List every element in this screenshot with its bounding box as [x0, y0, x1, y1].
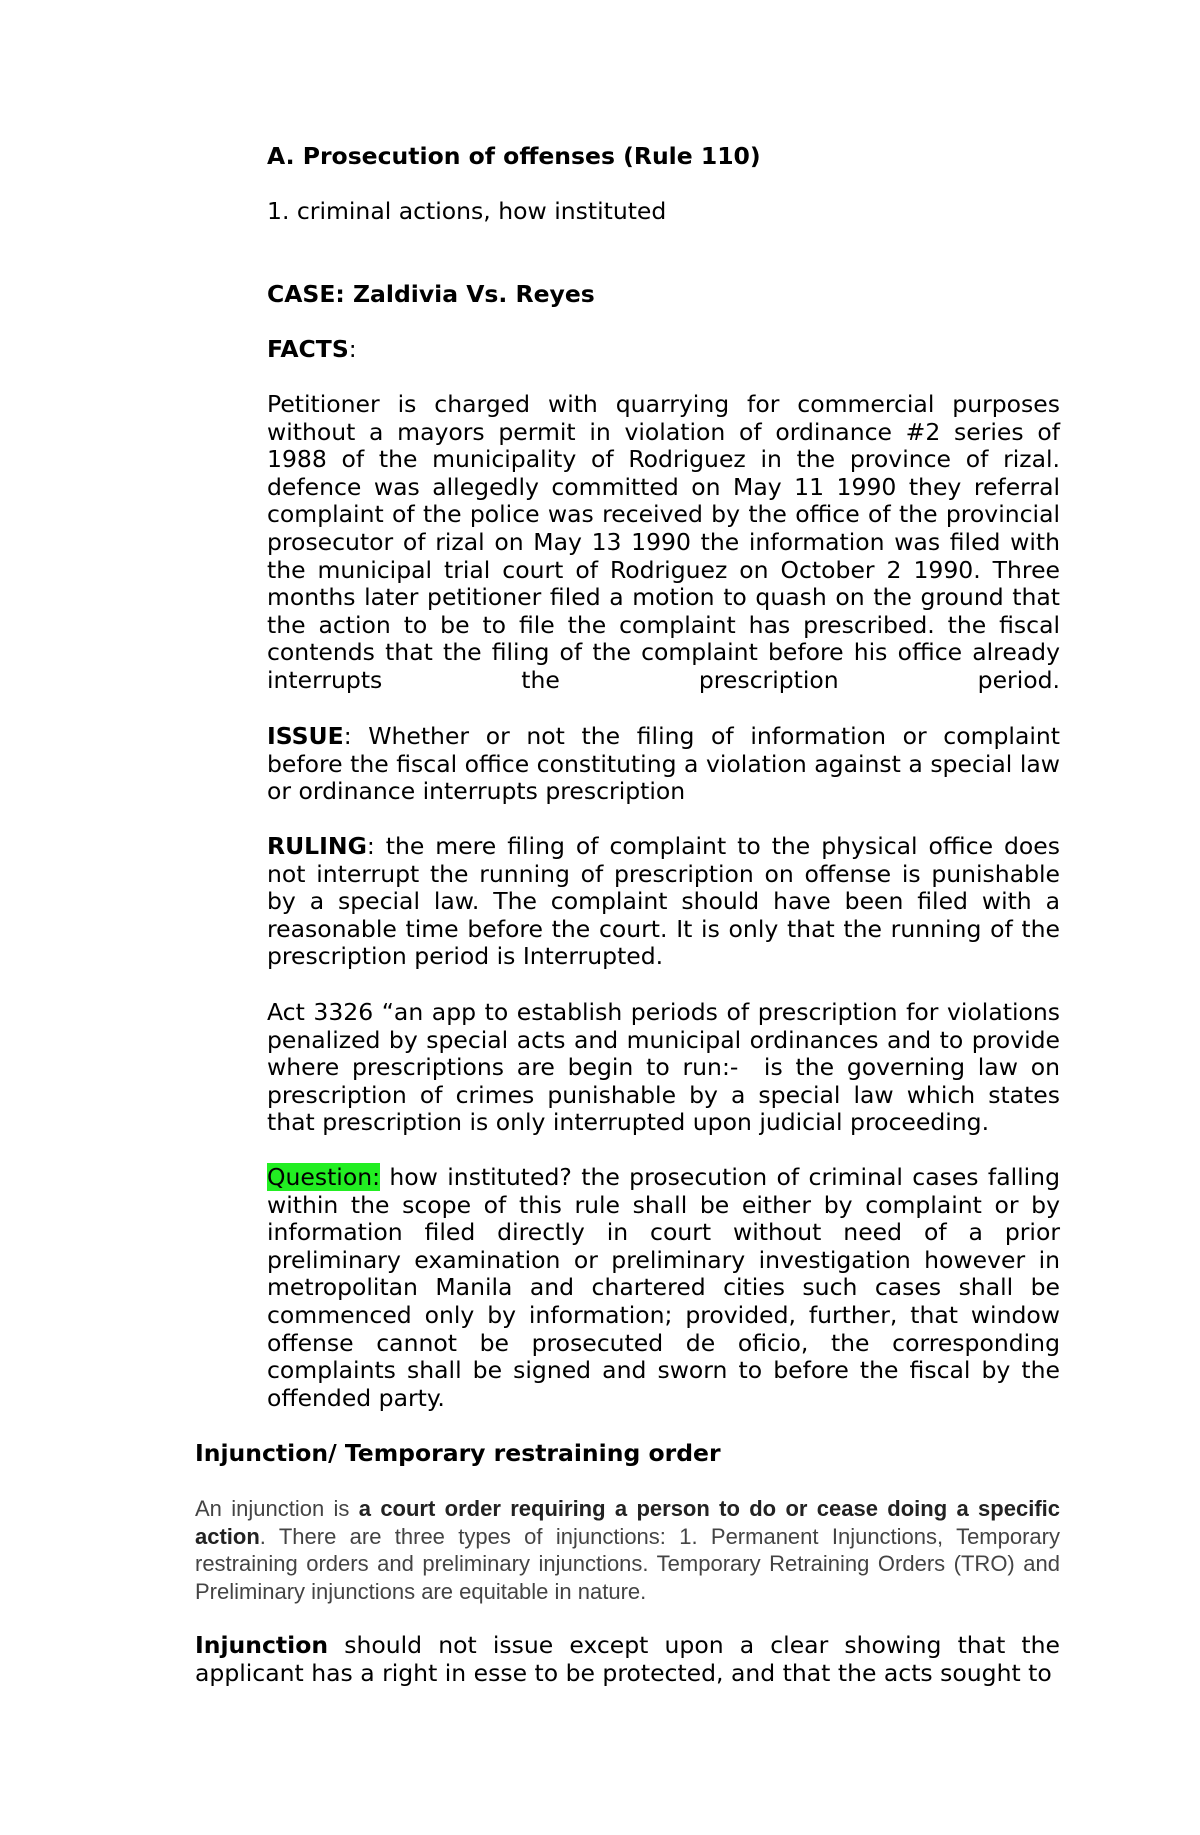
question-paragraph	[267, 1164, 1060, 1412]
issue-label: ISSUE	[267, 722, 344, 750]
section-heading: A. Prosecution of offenses (Rule 110)	[267, 142, 761, 170]
injunction-heading: Injunction/ Temporary restraining order	[195, 1439, 721, 1467]
subsection-heading: 1. criminal actions, how instituted	[267, 197, 667, 225]
facts-heading	[267, 336, 1060, 364]
final-text: should not issue except upon a clear showing that the applicant has a right in esse to be protected, and that the acts sought to	[195, 1631, 1060, 1687]
ruling-label: RULING	[267, 832, 367, 860]
question-text: how instituted? the prosecution of criminal cases falling within the scope of this rule shall be either by complaint or by information filed directly in court without need of a prior preliminary examination or preliminary investigation however in metropolitan Manila and chartered cities such cases shall be commenced only by information; provided, further, that window offense cannot be prosecuted de oficio, the corresponding complaints shall be signed and sworn to before the fiscal by the offended party.	[267, 1163, 1060, 1412]
injunction-intro-bold: a court order requiring a person to do or cease doing a specific action	[195, 1496, 1060, 1549]
issue-paragraph	[267, 723, 1060, 806]
facts-label: FACTS	[267, 335, 349, 363]
facts-paragraph: Petitioner is charged with quarrying for commercial purposes without a mayors permit in violation of ordinance #2 series of 1988 of the municipality of Rodriguez in the province of rizal. defence was allegedly committed on May 11 1990 they referral complaint of the police was received by the office of the provincial prosecutor of rizal on May 13 1990 the information was filed with the municipal trial court of Rodriguez on October 2 1990. Three months later petitioner filed a motion to quash on the ground that the action to be to file the complaint has prescribed. the fiscal contends that the filing of the complaint before his office already interrupts the prescription period.	[267, 390, 1060, 694]
injunction-intro-pre: An injunction is	[195, 1496, 359, 1521]
issue-text: : Whether or not the filing of information or complaint before the fiscal office constituting a violation against a special law or ordinance interrupts prescription	[267, 722, 1060, 806]
ruling-paragraph	[267, 833, 1060, 971]
case-title: CASE: Zaldivia Vs. Reyes	[267, 280, 595, 308]
injunction-intro-paragraph	[195, 1495, 1060, 1605]
injunction-intro-post: . There are three types of injunctions: 1. Permanent Injunctions, Temporary restraining orders and preliminary injunctions. Temporary Retraining Orders (TRO) and Preliminary injunctions are equitable in nature.	[195, 1523, 1060, 1604]
ruling-text: : the mere filing of complaint to the physical office does not interrupt the running of prescription on offense is punishable by a special law. The complaint should have been filed with a reasonable time before the court. It is only that the running of the prescription period is Interrupted.	[267, 832, 1060, 971]
question-label: Question:	[267, 1163, 381, 1191]
final-bold: Injunction	[195, 1631, 329, 1659]
facts-colon: :	[348, 335, 357, 363]
injunction-final-paragraph	[195, 1632, 1060, 1687]
act-paragraph: Act 3326 “an app to establish periods of prescription for violations penalized by special acts and municipal ordinances and to provide where prescriptions are begin to run:- is the governing law on prescription of crimes punishable by a special law which states that prescription is only interrupted upon judicial proceeding.	[267, 998, 1068, 1137]
